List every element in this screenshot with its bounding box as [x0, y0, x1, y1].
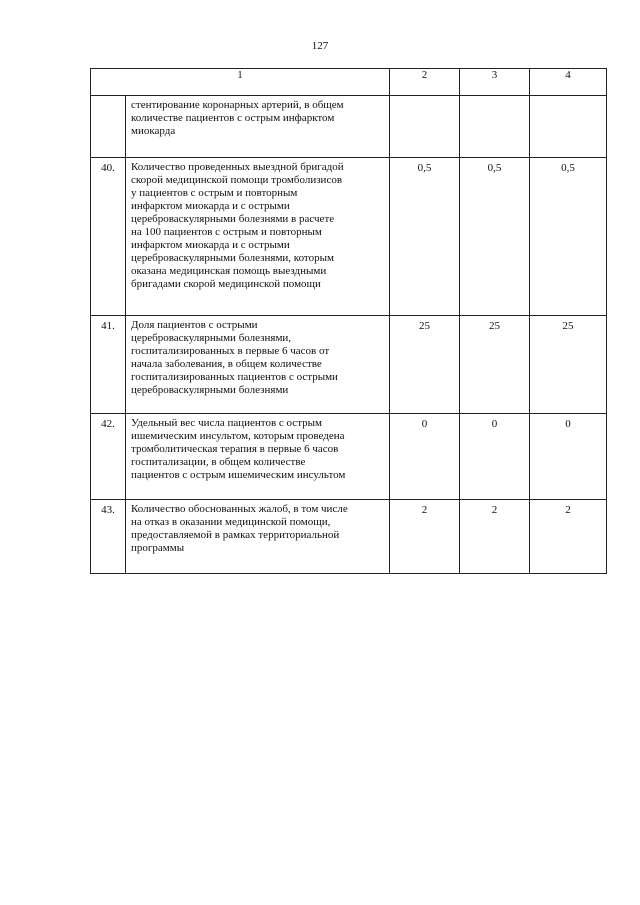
row-value-col-4 [530, 96, 607, 158]
table-row [91, 158, 607, 316]
row-value-col-2: 0 [390, 414, 460, 500]
table-header-row [91, 69, 607, 96]
description-line: цереброваскулярными болезнями в расчете [131, 213, 335, 225]
table-row [91, 96, 607, 158]
description-line: количестве пациентов с острым инфарктом [131, 112, 335, 124]
row-number: 40. [91, 158, 126, 316]
description-line: инфарктом миокарда и с острыми [131, 200, 290, 212]
row-value-col-2: 2 [390, 500, 460, 574]
table-row [91, 414, 607, 500]
row-value-col-2 [390, 96, 460, 158]
header-col-1: 1 [91, 69, 390, 96]
description-line: госпитализированных пациентов с острыми [131, 371, 338, 383]
row-value-col-4: 25 [530, 316, 607, 414]
row-value-col-2: 0,5 [390, 158, 460, 316]
indicators-table-body [91, 69, 607, 574]
row-description [126, 316, 390, 414]
description-line: инфарктом миокарда и с острыми [131, 239, 290, 251]
row-value-col-4: 0,5 [530, 158, 607, 316]
row-value-col-4: 2 [530, 500, 607, 574]
row-value-col-3: 0 [460, 414, 530, 500]
row-number: 43. [91, 500, 126, 574]
description-line: ишемическим инсультом, которым проведена [131, 430, 345, 442]
row-value-col-4: 0 [530, 414, 607, 500]
description-line: Количество проведенных выездной бригадой [131, 161, 344, 173]
row-value-col-3: 2 [460, 500, 530, 574]
row-number: 41. [91, 316, 126, 414]
row-number [91, 96, 126, 158]
row-description [126, 414, 390, 500]
description-line: миокарда [131, 125, 176, 137]
description-line: госпитализированных в первые 6 часов от [131, 345, 330, 357]
row-value-col-3 [460, 96, 530, 158]
description-line: цереброваскулярными болезнями, [131, 332, 292, 344]
indicators-table [90, 68, 607, 574]
description-line: программы [131, 542, 185, 554]
description-line: оказана медицинская помощь выездными [131, 265, 327, 277]
row-number: 42. [91, 414, 126, 500]
row-description [126, 96, 390, 158]
description-line: тромболитическая терапия в первые 6 часов [131, 443, 339, 455]
description-line: предоставляемой в рамках территориальной [131, 529, 340, 541]
row-value-col-2: 25 [390, 316, 460, 414]
description-line: Удельный вес числа пациентов с острым [131, 417, 322, 429]
description-line: бригадами скорой медицинской помощи [131, 278, 321, 290]
description-line: на отказ в оказании медицинской помощи, [131, 516, 331, 528]
header-col-3: 3 [460, 69, 530, 96]
description-line: цереброваскулярными болезнями, которым [131, 252, 334, 264]
row-description [126, 500, 390, 574]
description-line: на 100 пациентов с острым и повторным [131, 226, 322, 238]
table-row [91, 500, 607, 574]
header-col-4: 4 [530, 69, 607, 96]
page-number: 127 [311, 40, 329, 52]
header-col-2: 2 [390, 69, 460, 96]
row-value-col-3: 25 [460, 316, 530, 414]
description-line: Доля пациентов с острыми [131, 319, 258, 331]
description-line: у пациентов с острым и повторным [131, 187, 298, 199]
row-value-col-3: 0,5 [460, 158, 530, 316]
description-line: пациентов с острым ишемическим инсультом [131, 469, 346, 481]
description-line: начала заболевания, в общем количестве [131, 358, 322, 370]
description-line: цереброваскулярными болезнями [131, 384, 289, 396]
row-description [126, 158, 390, 316]
description-line: стентирование коронарных артерий, в общем [131, 99, 344, 111]
table-row [91, 316, 607, 414]
description-line: госпитализации, в общем количестве [131, 456, 306, 468]
description-line: Количество обоснованных жалоб, в том числе [131, 503, 348, 515]
description-line: скорой медицинской помощи тромболизисов [131, 174, 343, 186]
